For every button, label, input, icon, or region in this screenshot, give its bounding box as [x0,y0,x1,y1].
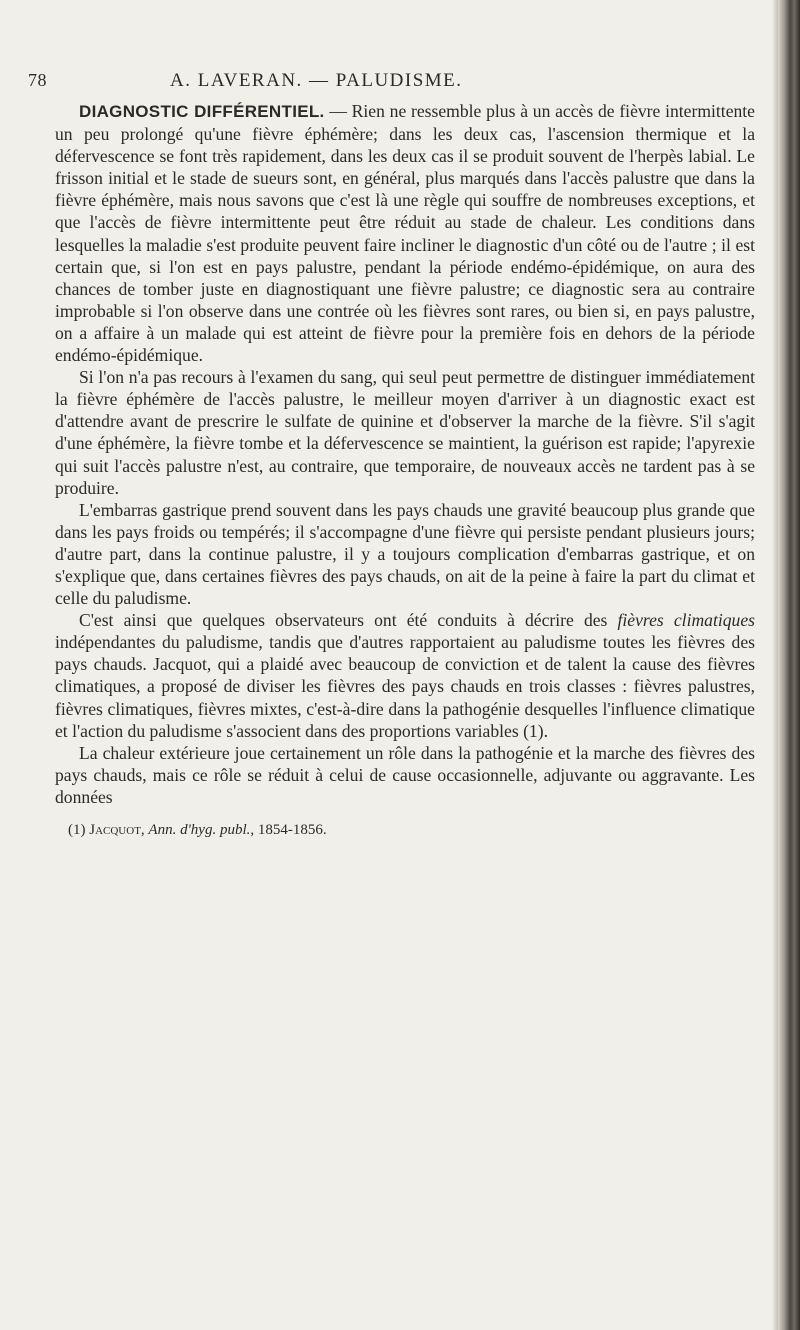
page-header [28,70,772,100]
paragraph-blood-exam: Si l'on n'a pas recours à l'examen du sang, qui seul peut permettre de distinguer immédiatement la fièvre éphémère de l'accès palustre, le meilleur moyen d'arriver à un diagnostic exact est d'attendre avant de prescrire le sulfate de quinine et d'observer la marche de la fièvre. S'il s'agit d'une éphémère, la fièvre tombe et la défervescence se maintient, la guérison est rapide; l'apyrexie qui suit l'accès palustre n'est, au contraire, que temporaire, de nouveaux accès ne tardent pas à se produire. [55,367,755,498]
footnote: (1) Jacquot, Ann. d'hyg. publ., 1854-1856. [68,822,327,838]
italic-term: fièvres climatiques [617,610,755,631]
paragraph-climatic-fevers [55,609,755,742]
footnote-journal: Ann. d'hyg. publ. [148,822,251,838]
page-number: 78 [28,70,47,90]
paragraph-diagnostic [55,100,755,366]
paragraph-text: — Rien ne ressemble plus à un accès de fièvre intermittente un peu prolongé qu'une fièvre éphémère; dans les deux cas, l'ascension thermique et la défervescence se font très rapidement, dans les deux cas il se produit souvent de l'herpès labial. Le frisson initial et le stade de sueurs sont, en général, plus marqués dans l'accès palustre que dans la fièvre éphémère, mais nous savons que c'est là une règle qui souffre de nombreuses exceptions, et que l'accès de fièvre intermittente peut être réduit au stade de chaleur. Les conditions dans lesquelles la maladie s'est produite peuvent faire incliner le diagnostic d'un côté ou de l'autre ; il est certain que, si l'on est en pays palustre, pendant la période endémo-épidémique, on aura des chances de tomber juste en diagnostiquant une fièvre palustre; ce diagnostic sera au contraire improbable si l'on observe dans une contrée où les fièvres sont rares, ou bien si, en pays palustre, on a affaire à un malade qui est atteint de fièvre pour la première fois en dehors de la période endémo-épidémique. [55,101,755,366]
body-text [55,100,755,808]
paragraph-gastric: L'embarras gastrique prend souvent dans les pays chauds une gravité beaucoup plus grande que dans les pays froids ou tempérés; il s'accompagne d'une fièvre qui persiste pendant plusieurs jours; d'autre part, dans la continue palustre, il y a toujours complication d'embarras gastrique, et on s'explique que, dans certaines fièvres des pays chauds, on ait de la peine à faire la part du climat et celle du paludisme. [55,499,755,609]
running-title: A. LAVERAN. — PALUDISME. [170,70,463,91]
book-page [28,70,772,840]
page-gutter-shadow [772,0,778,1330]
paragraph-heat: La chaleur extérieure joue certainement un rôle dans la pathogénie et la marche des fièvres des pays chauds, mais ce rôle se réduit à celui de cause occasionnelle, adjuvante ou aggravante. Les données [55,742,755,807]
footnote-author: Jacquot [89,822,141,838]
book-spine-shadow [778,0,800,1330]
footnote-years: , 1854-1856. [250,822,327,838]
footnote-marker: (1) [68,822,90,838]
section-title: DIAGNOSTIC DIFFÉRENTIEL. [79,102,325,121]
paragraph-text: C'est ainsi que quelques observateurs ont été conduits à décrire des [79,610,618,631]
paragraph-text: indépendantes du paludisme, tandis que d'autres rapportaient au paludisme toutes les fièvres des pays chauds. Jacquot, qui a plaidé avec beaucoup de conviction et de talent la cause des fièvres climatiques, a proposé de diviser les fièvres des pays chauds en trois classes : fièvres palustres, fièvres climatiques, fièvres mixtes, c'est-à-dire dans la pathogénie desquelles l'influence climatique et l'action du paludisme s'associent dans des proportions variables (1). [55,632,755,741]
